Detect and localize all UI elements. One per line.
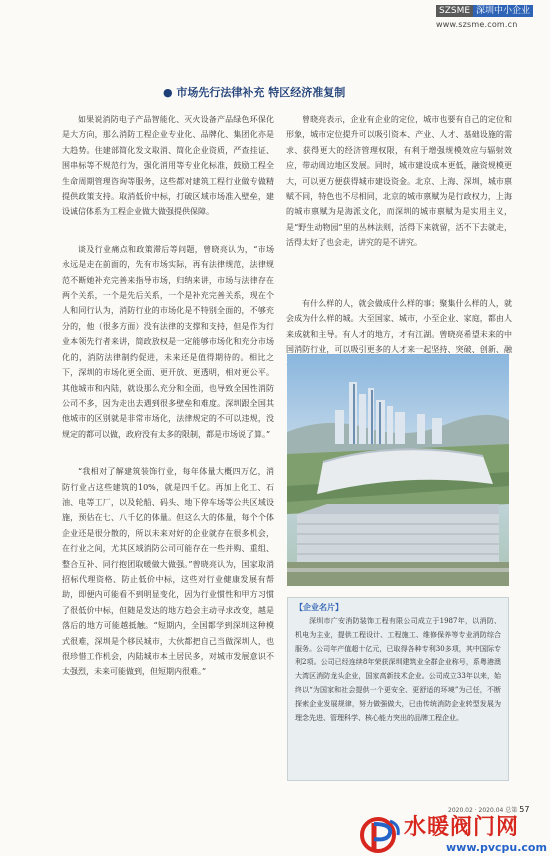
paragraph: 谈及行业痛点和政策滞后等问题，曾晓亮认为，“市场永远是走在前面的，先有市场实际，再有法律规范，法律规范不断她补充完善来指导市场，归纳来讲，市场与法律存在两个关系，一个是先后关系，一个是补充完善关系，现在个人和同行认为，消防行业的市场化是不特别全面的，不够充分的，他（很多方面）没有法律的支撑和支持，但是作为行业本领先行者来讲，简政放权是一定能够市场化和充分市场化的，消防法律制约促进，未来还是值得期待的。相比之下，深圳的市场化更全面、更开放、更透明，相对更公平。其他城市和内陆，就设那么充分和全面，也导致全国性消防公司不多，因为走出去遇到很多壁垒和难度。深圳跟全国其他城市的区别就是非常市场化，法律规定的不可以违规，没规定的都可以做，政府没有太多的限制，都是市场说了算。” bbox=[62, 244, 274, 439]
paragraph: 曾晓亮表示，企业有企业的定位，城市也要有自己的定位和形象，城市定位提升可以吸引资本、产业、人才、基础设施的需求、获得更大的经济管理权限，有利于增强规模效应与辐射效应，带动周边地区发展。同时，城市建设成本更低，融资规模更大，可以更方便获得城市建设资金。北京、上海、深圳，城市禀赋不同，特色也不尽相同，北京的城市禀赋为是行政权力，上海的城市禀赋为是海派文化，而深圳的城市禀赋为是实用主义，是“野生动物园”里的丛林法则，活得下来就留，活不下去就走，活得太好了也会走，讲究的是不讲究。 bbox=[286, 115, 512, 248]
masthead-brand-b: 深圳中小企业 bbox=[473, 5, 533, 17]
city-illustration bbox=[287, 354, 509, 586]
masthead-logo bbox=[436, 5, 546, 17]
company-card-title: 【企业名片】 bbox=[295, 603, 343, 612]
paragraph-text: 有什么样的人，就会做成什么样的事；聚集什么样的人，就会成为什么样的城。大至国家、城市，小至企业、家庭，都由人来成就和主导。有人才的地方，才有江湖。曾晓亮希望未来的中国消防行业，可以吸引更多的人才来一起坚持、突破、创新、融 bbox=[286, 299, 512, 355]
watermark bbox=[360, 815, 548, 855]
company-card bbox=[287, 597, 509, 781]
page-folio bbox=[448, 805, 529, 814]
page-number: 57 bbox=[519, 805, 530, 814]
masthead bbox=[436, 5, 546, 35]
paragraph: 如果说消防电子产品智能化、灭火设备产品绿色环保化是大方向，那么消防工程企业专业化、品牌化、集团化亦是大趋势。住建部简化发文取消、简化企业资质，严查挂证、围串标等不规范行为，强化消用等专业化标准，鼓励工程全生命周期管理咨询等服务，这些都对建筑工程行业做专做精提供政策支持。取消低价中标，打破区域市场准入壁垒，建设诚信体系为工程企业做大做强提供保障。 bbox=[62, 115, 274, 217]
right-column-top bbox=[286, 112, 512, 251]
masthead-brand-a: SZSME bbox=[436, 5, 473, 17]
watermark-url: www.pvcpu.com bbox=[446, 841, 547, 854]
watermark-title: 水暖阀门网 bbox=[404, 815, 520, 840]
masthead-url: www.szsme.com.cn bbox=[436, 20, 518, 29]
paragraph: “我相对了解建筑装饰行业，每年体量大概四万亿，消防行业占这些建筑的10%，就是四千亿。再加上化工、石油、电等工厂，以及轮船、码头、地下停车场等公共区域设施，预估在七、八千亿的体量。但这么大的体量，每个个体企业还是很分散的，所以未来对好的企业就存在很多机会，在行业之间，尤其区域消防公司可能存在一些并购、重组、整合互补、同行抱团取暖做大做强。”曾晓亮认为，国家取消招标代理资格、防止低价中标，这些对行业健康发展有帮助，即便内可能看不到明显变化，因为行业惯性和甲方习惯了很低价中标，但随是发达的地方趋会主动寻求改变，越是落后的地方可能越抵触。“短期内，全国都学到深圳这种模式很难，深圳是个移民城市，大伙都把自己当做深圳人，也很珍惜工作机会，内陆城市本土居民多，对城市发展意识不太强烈，未来可能做到，但短期内很难。” bbox=[62, 467, 274, 677]
watermark-logo-icon bbox=[360, 815, 402, 855]
city-aerial-photo bbox=[287, 354, 509, 586]
company-card-text: 深圳市广安消防装饰工程有限公司成立于1987年，以消防、机电为主业，提供工程设计、工程施工、维修保养等专业消防综合服务。公司年产值超十亿元，已取得各种专利30多项，其中国际专利2项。公司已经连续8年荣获深圳建筑业全群企业称号，系粤港澳大湾区消防龙头企业，国家高新技术企业。公司成立33年以来，始终以“为国家和社会提供一个更安全、更舒适的环境”为己任，不断探索企业发展规律，努力做强做大，已由传统消防企业转型发展为理念先进、管理科学、核心能力突出的品牌工程企业。 bbox=[295, 617, 501, 722]
section-heading: ● 市场先行法律补充 特区经济准复制 bbox=[163, 86, 346, 99]
left-column bbox=[62, 112, 274, 680]
issue-label: 2020.02 · 2020.04 总第 bbox=[448, 807, 518, 814]
